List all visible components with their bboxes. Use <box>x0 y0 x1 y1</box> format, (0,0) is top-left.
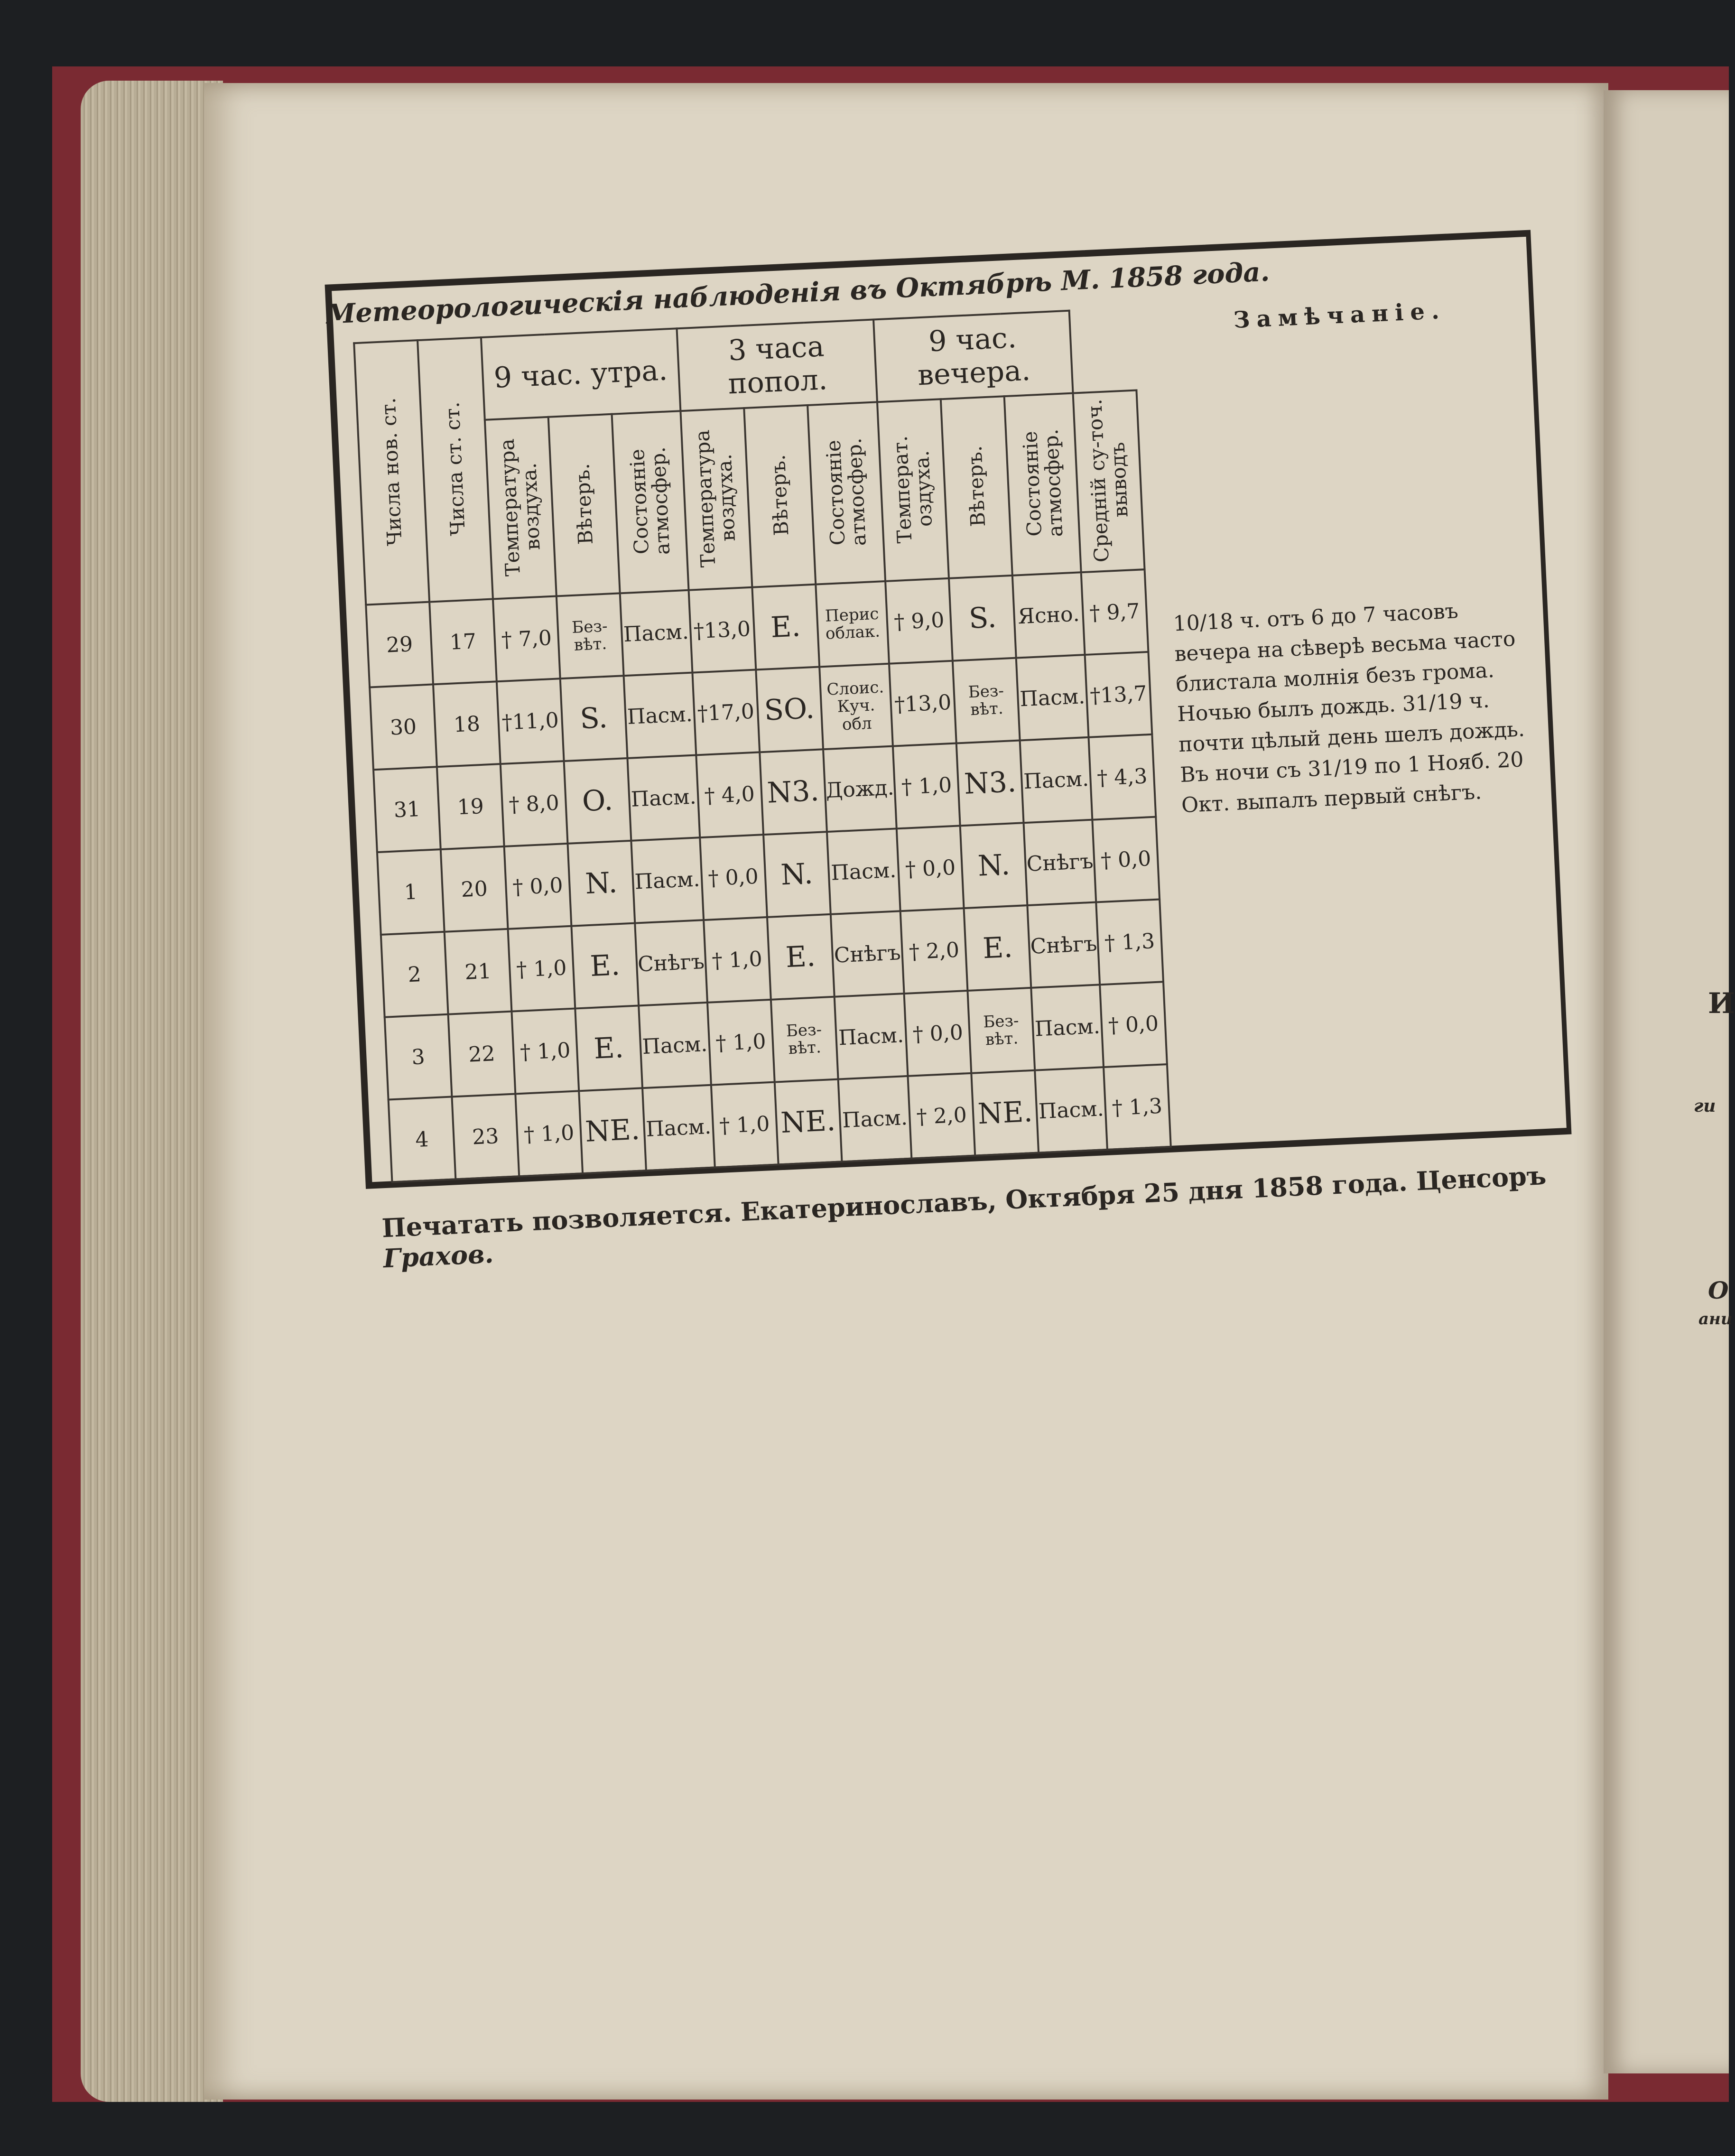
table-cell: N. <box>960 823 1028 908</box>
header-cell <box>807 402 886 584</box>
table-cell: Перис облак. <box>816 581 890 667</box>
table-cell: † 8,0 <box>501 761 568 846</box>
table-cell: †13,7 <box>1085 652 1152 737</box>
notes-title: Замѣчаніе. <box>1233 297 1447 334</box>
table-cell: O. <box>564 758 631 844</box>
table-cell: 20 <box>441 846 508 932</box>
header-cell <box>612 411 689 593</box>
document-content <box>323 179 1640 1280</box>
header-spacer <box>1069 308 1137 393</box>
table-cell: E. <box>752 585 819 670</box>
table-caption: Метеорологическія наблюденія въ Октябрѣ М. 1858 года. <box>325 256 1271 330</box>
table-cell: Без-вѣт. <box>953 658 1020 743</box>
header-cell <box>1004 393 1081 576</box>
right-fragment-4: ани <box>1698 1310 1733 1329</box>
table-cell: † 4,3 <box>1088 734 1156 820</box>
table-cell: E. <box>575 1005 642 1091</box>
col-header: Вѣтеръ. <box>766 454 793 537</box>
col-header: Температ. оздуха. <box>888 435 937 544</box>
table-cell: Снѣгъ <box>635 920 707 1005</box>
table-cell: Пасм. <box>1020 737 1092 823</box>
table-cell: Пасм. <box>1031 985 1104 1070</box>
header-cell <box>418 337 493 602</box>
right-fragment-1: И <box>1708 987 1735 1020</box>
table-cell: †17,0 <box>692 670 760 755</box>
table-cell: N. <box>568 841 635 926</box>
header-cell <box>941 396 1012 578</box>
table-cell: † 0,0 <box>700 835 767 920</box>
table-cell: † 1,0 <box>511 1009 579 1094</box>
table-cell: 2 <box>381 932 448 1017</box>
group-header-afternoon: 3 часа попол. <box>677 319 877 411</box>
table-cell: E. <box>571 923 639 1009</box>
header-cell <box>744 405 816 587</box>
col-header: Состояніе атмосфер. <box>625 446 675 556</box>
weather-table <box>353 307 1172 1183</box>
table-cell: Пасм. <box>624 673 696 758</box>
footer-text: Печатать позволяется. Екатеринославъ, Октября 25 дня 1858 года. Ценсоръ <box>381 1160 1547 1244</box>
table-cell: Снѣгъ <box>1028 902 1100 987</box>
table-cell: 18 <box>433 681 501 767</box>
table-cell: Дожд. <box>823 746 897 832</box>
header-cell <box>680 408 752 590</box>
table-cell: † 0,0 <box>504 844 572 929</box>
col-header: Состояніе атмосфер. <box>1018 428 1067 538</box>
table-cell: Пасм. <box>834 994 908 1079</box>
table-cell: 21 <box>445 929 512 1014</box>
table-cell: † 2,0 <box>900 908 968 994</box>
table-cell: † 9,7 <box>1081 569 1149 655</box>
table-cell: Слоис. Куч. обл <box>819 664 893 750</box>
table-cell: † 2,0 <box>908 1073 975 1159</box>
table-cell: Без-вѣт. <box>770 997 838 1082</box>
col-header: Вѣтеръ. <box>570 463 597 546</box>
table-cell: 23 <box>452 1094 519 1179</box>
table-cell: † 9,0 <box>886 578 953 664</box>
table-cell: † 1,0 <box>893 743 960 828</box>
table-cell: Пасм. <box>631 837 703 923</box>
table-cell: SO. <box>756 667 823 752</box>
col-header: Температура воздуха. <box>690 429 740 568</box>
group-header-evening: 9 час. вечера. <box>873 311 1073 402</box>
table-cell: Пасм. <box>838 1076 912 1162</box>
table-cell: Без-вѣт. <box>557 593 624 678</box>
table-cell: Пасм. <box>620 590 692 676</box>
col-header: Температура воздуха. <box>495 438 545 577</box>
table-cell: S. <box>560 676 628 761</box>
page-edges <box>81 81 223 2102</box>
header-cell <box>485 417 557 599</box>
table-cell: Без-вѣт. <box>968 988 1035 1073</box>
right-fragment-3: О <box>1708 1276 1729 1304</box>
table-cell: Пасм. <box>1016 655 1088 740</box>
table-cell: † 1,0 <box>704 917 771 1003</box>
table-cell: † 1,0 <box>711 1082 778 1168</box>
group-header-morning: 9 час. утра. <box>481 328 680 420</box>
table-cell: Пасм. <box>627 755 699 840</box>
table-cell: NE. <box>774 1079 842 1165</box>
table-cell: † 1,0 <box>707 1000 775 1085</box>
table-cell: Пасм. <box>827 828 901 914</box>
table-cell: NE. <box>579 1088 646 1173</box>
table-cell: NE. <box>972 1070 1039 1156</box>
table-cell: Пасм. <box>1035 1067 1107 1152</box>
table-cell: N3. <box>760 749 827 835</box>
table-cell: Ясно. <box>1012 572 1085 658</box>
table-cell: Пасм. <box>639 1003 711 1088</box>
col-header: Числа нов. ст. <box>376 397 407 547</box>
col-header: Числа ст. ст. <box>440 401 470 537</box>
table-cell: N3. <box>956 740 1024 826</box>
table-cell: 22 <box>448 1012 516 1097</box>
table-cell: N. <box>763 832 831 917</box>
table-frame <box>325 230 1572 1189</box>
table-cell: † 0,0 <box>897 826 964 911</box>
table-cell: 29 <box>366 602 433 688</box>
table-cell: † 7,0 <box>493 596 560 681</box>
header-cell <box>548 414 620 596</box>
table-cell: Снѣгъ <box>1024 820 1096 905</box>
col-header: Средній су-точ. выводъ <box>1083 399 1132 563</box>
censor-name: Грахов. <box>382 1238 494 1274</box>
header-cell <box>354 340 429 605</box>
table-cell: †11,0 <box>497 678 564 764</box>
table-cell: †13,0 <box>889 661 956 746</box>
table-cell: † 1,3 <box>1104 1064 1171 1150</box>
col-header: Вѣтеръ. <box>963 445 990 528</box>
right-fragment-2: ги <box>1694 1096 1716 1116</box>
notes-text: 10/18 ч. отъ 6 до 7 часовъ вечера на сѣверѣ весьма часто блистала молнія безъ грома. Ночью былъ дождь. 31/19 ч. почти цѣлый день шелъ дождь. Въ ночи съ 31/19 по 1 Нояб. 20 Окт. выпалъ первый снѣгъ. <box>1172 599 1525 818</box>
table-cell: 17 <box>429 599 497 685</box>
table-cell: † 0,0 <box>1100 982 1167 1067</box>
header-cell <box>1073 390 1145 573</box>
table-cell: E. <box>964 905 1031 991</box>
table-cell: Снѣгъ <box>830 911 904 997</box>
table-cell: † 0,0 <box>1092 817 1160 902</box>
table-cell: † 0,0 <box>904 991 972 1076</box>
col-header: Состояніе атмосфер. <box>821 437 871 547</box>
table-cell: 30 <box>370 684 437 770</box>
table-cell: † 1,0 <box>515 1091 583 1176</box>
table-cell: 31 <box>373 767 441 852</box>
table-cell: † 1,0 <box>508 926 575 1012</box>
table-cell: 19 <box>437 764 504 849</box>
header-cell <box>877 399 949 581</box>
table-cell: 3 <box>385 1014 452 1100</box>
table-cell: 4 <box>389 1097 456 1182</box>
table-cell: S. <box>949 576 1016 661</box>
table-cell: Пасм. <box>642 1085 714 1171</box>
table-cell: 1 <box>377 849 445 935</box>
table-cell: † 4,0 <box>696 752 763 837</box>
table-cell: E. <box>767 914 835 1000</box>
table-cell: † 1,3 <box>1096 899 1163 985</box>
table-cell: †13,0 <box>688 587 756 673</box>
